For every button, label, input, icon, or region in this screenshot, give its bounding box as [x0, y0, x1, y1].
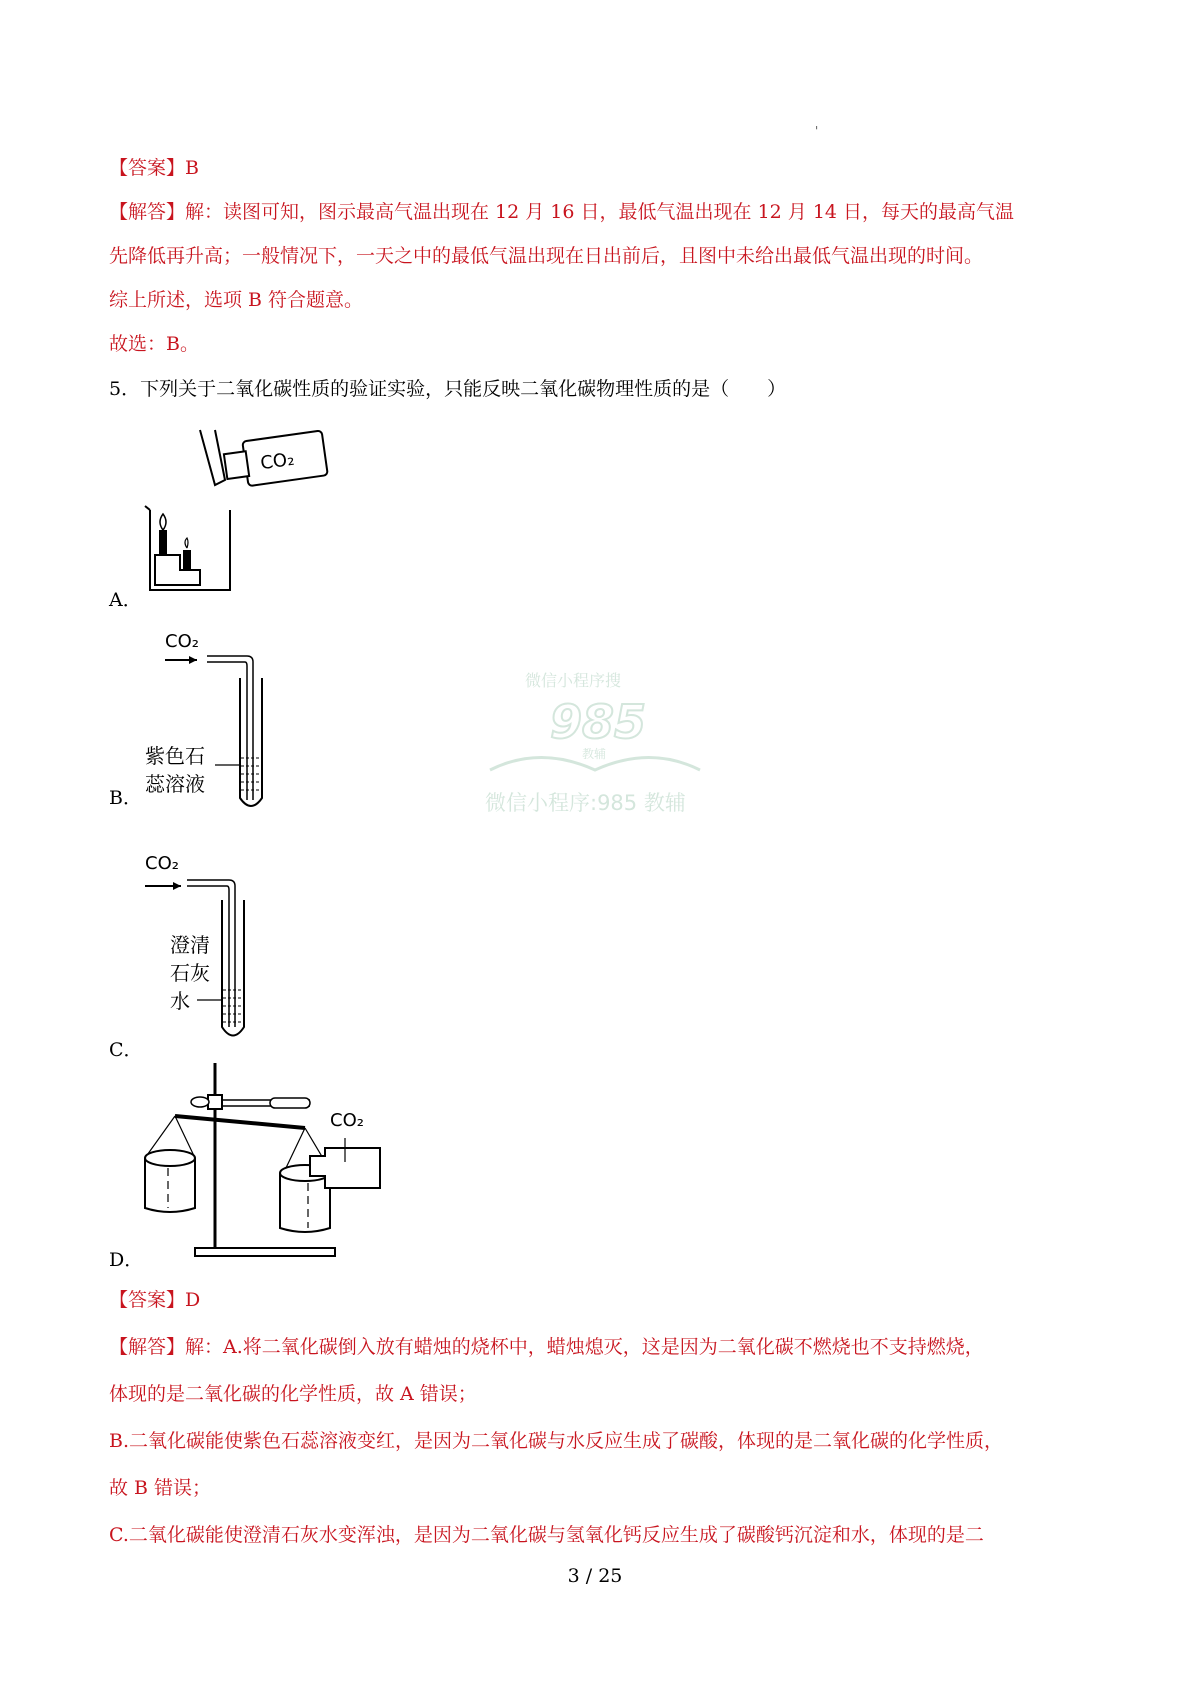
analysis-line-1: 【解答】解：A.将二氧化碳倒入放有蜡烛的烧杯中，蜡烛熄灭，这是因为二氧化碳不燃烧也不支持燃烧，: [109, 1336, 984, 1358]
watermark-line-1: 微信小程序搜: [525, 671, 622, 690]
limewater-label-2: 石灰: [170, 961, 210, 985]
analysis-line-4: 故 B 错误；: [109, 1477, 212, 1499]
prev-answer: 【答案】B: [109, 157, 199, 179]
option-d-label: D．: [109, 1249, 144, 1271]
candle-short: [183, 550, 191, 570]
option-c-label: C．: [109, 1039, 143, 1061]
analysis-label: 【解答】: [109, 201, 186, 223]
watermark-number: 985: [550, 695, 647, 749]
option-d-figure: [140, 1058, 410, 1258]
flame-icon: [160, 514, 166, 530]
co2-label-a: CO₂: [259, 448, 296, 475]
limewater-label-1: 澄清: [170, 933, 210, 957]
analysis-line-3: B.二氧化碳能使紫色石蕊溶液变红，是因为二氧化碳与水反应生成了碳酸，体现的是二氧化碳的化学性质，: [109, 1430, 1004, 1452]
watermark-sub: 教辅: [582, 747, 607, 761]
litmus-label-2: 蕊溶液: [145, 772, 205, 796]
limewater-label-3: 水: [170, 989, 190, 1013]
prev-analysis-line-2: 先降低再升高；一般情况下，一天之中的最低气温出现在日出前后，且图中未给出最低气温出现的时间。: [109, 245, 984, 267]
question-stem: 5．下列关于二氧化碳性质的验证实验，只能反映二氧化碳物理性质的是（ ）: [109, 378, 787, 400]
co2-bottle-icon: [223, 430, 328, 488]
co2-label-d: CO₂: [330, 1110, 364, 1131]
page-number: 3 / 25: [567, 1565, 623, 1587]
prev-analysis-line-3: 综上所述，选项 B 符合题意。: [109, 289, 364, 311]
co2-bottle-icon: [310, 1110, 380, 1188]
option-a-figure: [145, 430, 330, 600]
page-mark: ': [815, 124, 819, 138]
prev-analysis-line-1: 【解答】解：读图可知，图示最高气温出现在 12 月 16 日，最低气温出现在 12 月 14 日，每天的最高气温: [109, 201, 1015, 223]
candle-tall: [159, 530, 167, 555]
analysis-line-2: 体现的是二氧化碳的化学性质，故 A 错误；: [109, 1383, 477, 1405]
co2-label-b: CO₂: [165, 631, 199, 652]
litmus-label-1: 紫色石: [145, 744, 205, 768]
option-a-label: A．: [109, 589, 142, 611]
co2-label-c: CO₂: [145, 853, 179, 874]
option-b-figure: [145, 630, 275, 810]
watermark: [485, 670, 715, 830]
arrow-icon: [189, 656, 197, 664]
option-c-figure: [145, 852, 265, 1042]
watermark-line-2: 微信小程序:985 教辅: [485, 791, 686, 815]
prev-analysis-line-4: 故选：B。: [109, 333, 199, 355]
option-b-label: B．: [109, 787, 142, 809]
analysis-line-5: C.二氧化碳能使澄清石灰水变浑浊，是因为二氧化碳与氢氧化钙反应生成了碳酸钙沉淀和水，体现的是二: [109, 1524, 984, 1546]
analysis-label: 【解答】: [109, 1336, 186, 1358]
answer: 【答案】D: [109, 1289, 201, 1311]
arrow-icon: [173, 882, 181, 890]
